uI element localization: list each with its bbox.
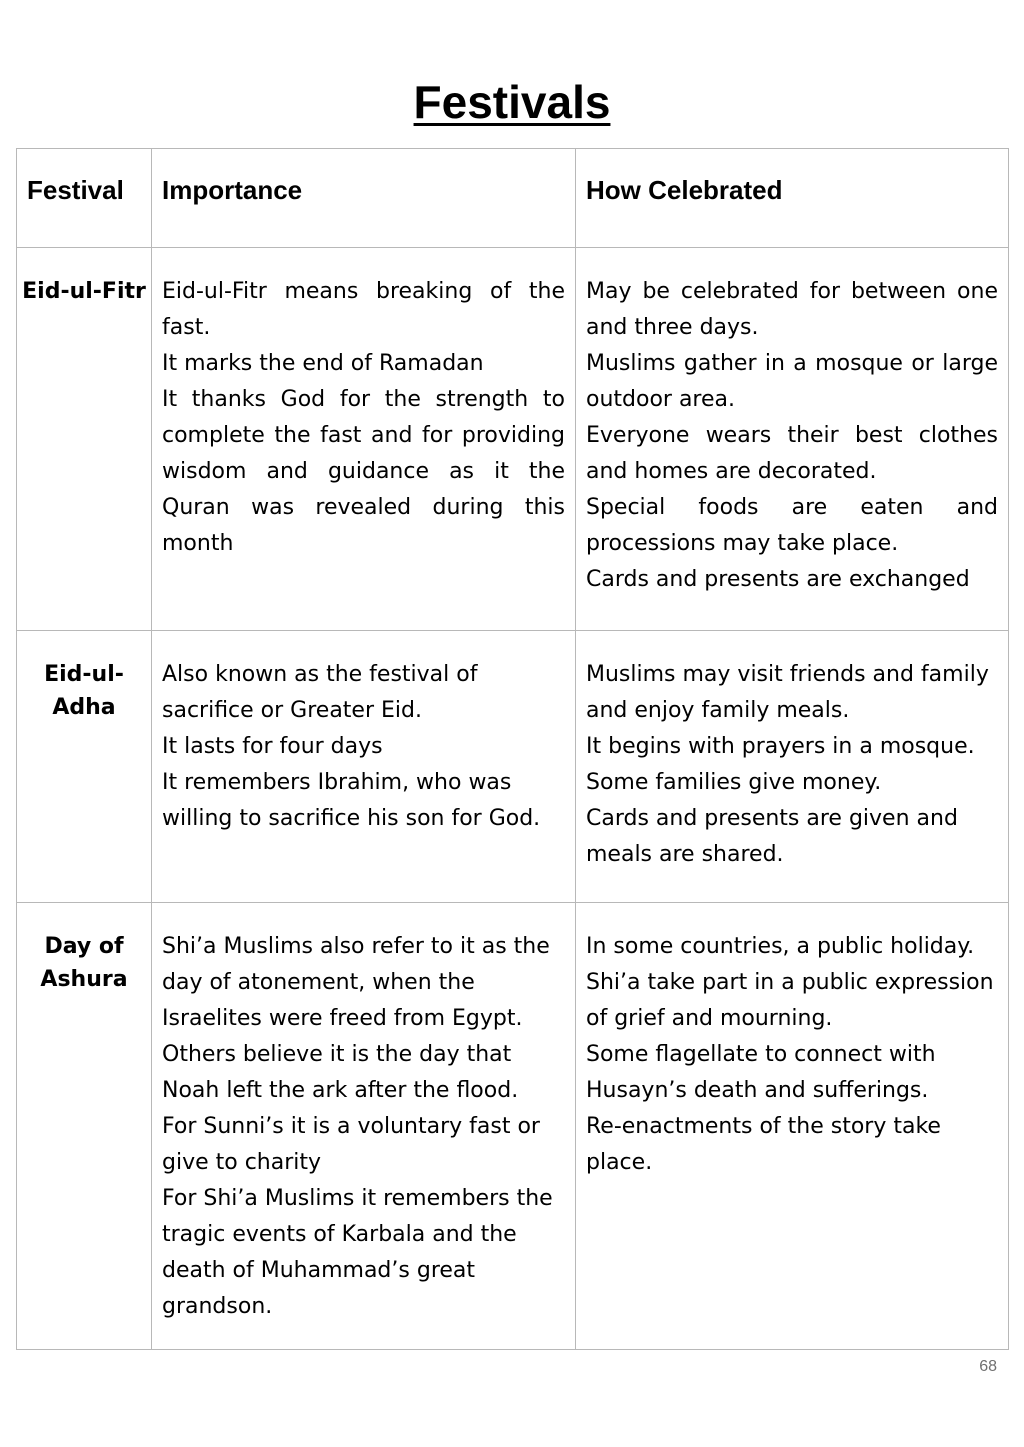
header-how-celebrated: How Celebrated <box>576 149 1009 248</box>
header-importance: Importance <box>152 149 576 248</box>
how-celebrated-line: Everyone wears their best clothes and homes are decorated. <box>586 423 998 484</box>
how-celebrated-cell <box>576 248 1009 631</box>
importance-line: Others believe it is the day that Noah left the ark after the flood. <box>162 1042 519 1103</box>
how-celebrated-cell <box>576 631 1009 903</box>
importance-line: It lasts for four days <box>162 734 383 759</box>
importance-line: It marks the end of Ramadan <box>162 351 484 376</box>
festival-name: Eid-ul-Adha <box>17 631 152 903</box>
how-celebrated-line: May be celebrated for between one and three days. <box>586 279 998 340</box>
importance-line: It remembers Ibrahim, who was willing to sacrifice his son for God. <box>162 770 541 831</box>
how-celebrated-line: Cards and presents are given and meals are shared. <box>586 806 958 867</box>
how-celebrated-line: Some families give money. <box>586 770 882 795</box>
page-title: Festivals <box>413 76 611 128</box>
how-celebrated-line: Muslims may visit friends and family and enjoy family meals. <box>586 662 989 723</box>
table-row <box>17 631 1009 903</box>
importance-cell <box>152 903 576 1350</box>
importance-line: For Shi’a Muslims it remembers the tragic events of Karbala and the death of Muhammad’s great grandson. <box>162 1186 553 1319</box>
how-celebrated-line: Re-enactments of the story take place. <box>586 1114 941 1175</box>
festivals-table <box>16 148 1009 1350</box>
how-celebrated-line: Special foods are eaten and processions may take place. <box>586 495 998 556</box>
page-number: 68 <box>979 1358 997 1375</box>
how-celebrated-line: It begins with prayers in a mosque. <box>586 734 975 759</box>
importance-cell <box>152 631 576 903</box>
how-celebrated-line: Muslims gather in a mosque or large outdoor area. <box>586 351 998 412</box>
table-header-row <box>17 149 1009 248</box>
importance-line: For Sunni’s it is a voluntary fast or give to charity <box>162 1114 540 1175</box>
how-celebrated-line: In some countries, a public holiday. <box>586 934 975 959</box>
how-celebrated-line: Cards and presents are exchanged <box>586 567 970 592</box>
how-celebrated-line: Some flagellate to connect with Husayn’s death and sufferings. <box>586 1042 936 1103</box>
importance-line: Eid-ul-Fitr means breaking of the fast. <box>162 279 565 340</box>
importance-cell <box>152 248 576 631</box>
how-celebrated-cell <box>576 903 1009 1350</box>
table-row <box>17 248 1009 631</box>
table-row <box>17 903 1009 1350</box>
importance-line: Shi’a Muslims also refer to it as the day of atonement, when the Israelites were freed from Egypt. <box>162 934 550 1031</box>
importance-line: It thanks God for the strength to complete the fast and for providing wisdom and guidance as it the Quran was revealed during this month <box>162 387 565 556</box>
importance-line: Also known as the festival of sacrifice or Greater Eid. <box>162 662 478 723</box>
how-celebrated-line: Shi’a take part in a public expression of grief and mourning. <box>586 970 994 1031</box>
festival-name: Day of Ashura <box>17 903 152 1350</box>
header-festival: Festival <box>17 149 152 248</box>
festival-name: Eid-ul-Fitr <box>17 248 152 631</box>
